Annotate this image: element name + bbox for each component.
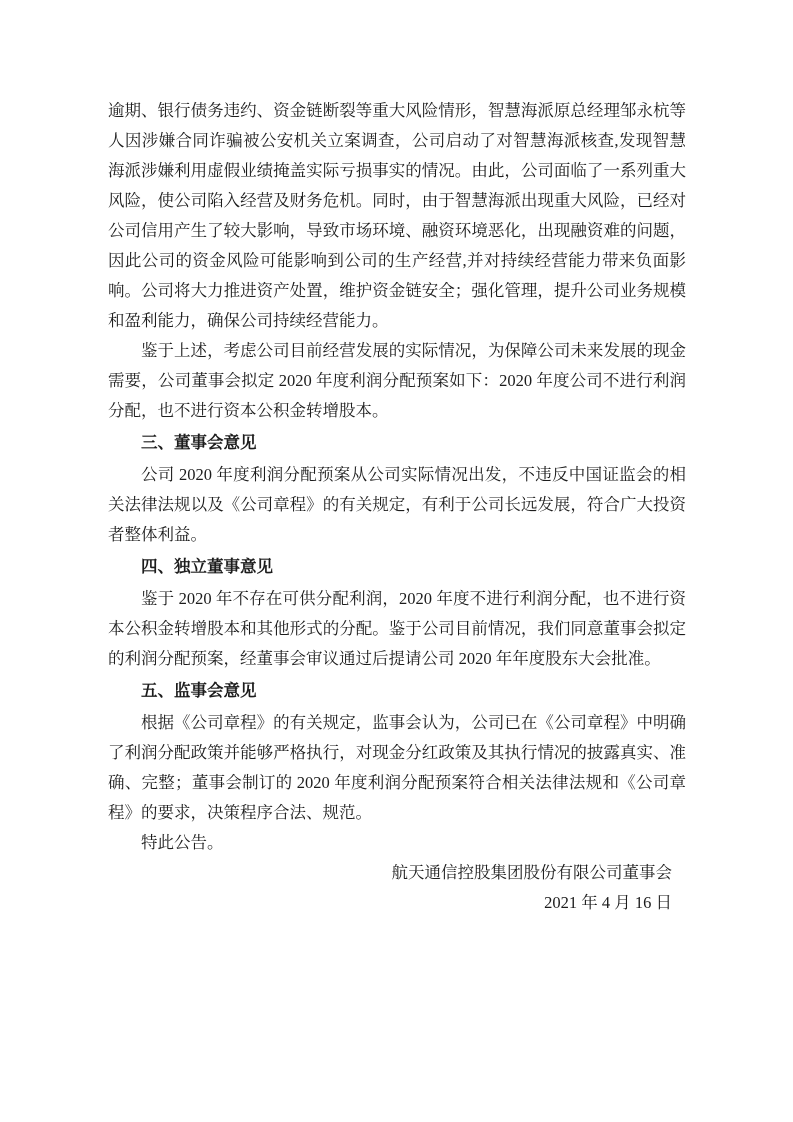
- signature-date: 2021 年 4 月 16 日: [544, 893, 672, 912]
- body-paragraph: 特此公告。: [141, 833, 224, 852]
- body-paragraph: 公司 2020 年度利润分配预案从公司实际情况出发，不违反中国证监会的相关法律法规以及《公司章程》的有关规定，有利于公司长远发展，符合广大投资者整体利益。: [108, 465, 686, 544]
- body-paragraph: 逾期、银行债务违约、资金链断裂等重大风险情形，智慧海派原总经理邹永杭等人因涉嫌合同诈骗被公安机关立案调查，公司启动了对智慧海派核查,发现智慧海派涉嫌利用虚假业绩掩盖实际亏损事实的情况。由此，公司面临了一系列重大风险，使公司陷入经营及财务危机。同时，由于智慧海派出现重大风险，已经对公司信用产生了较大影响，导致市场环境、融资环境恶化，出现融资难的问题，因此公司的资金风险可能影响到公司的生产经营,并对持续经营能力带来负面影响。公司将大力推进资产处置，维护资金链安全；强化管理，提升公司业务规模和盈利能力，确保公司持续经营能力。: [108, 101, 686, 330]
- body-paragraph: 根据《公司章程》的有关规定，监事会认为，公司已在《公司章程》中明确了利润分配政策并能够严格执行，对现金分红政策及其执行情况的披露真实、准确、完整；董事会制订的 2020 年度利润分配预案符合相关法律法规和《公司章程》的要求，决策程序合法、规范。: [108, 713, 686, 822]
- section-heading: 四、独立董事意见: [141, 557, 273, 576]
- section-heading: 五、监事会意见: [141, 681, 257, 700]
- document-body: [108, 96, 686, 918]
- body-paragraph: 鉴于 2020 年不存在可供分配利润，2020 年度不进行利润分配，也不进行资本公积金转增股本和其他形式的分配。鉴于公司目前情况，我们同意董事会拟定的利润分配预案，经董事会审议通过后提请公司 2020 年年度股东大会批准。: [108, 589, 686, 668]
- section-heading: 三、董事会意见: [141, 433, 257, 452]
- body-paragraph: 鉴于上述，考虑公司目前经营发展的实际情况，为保障公司未来发展的现金需要，公司董事会拟定 2020 年度利润分配预案如下：2020 年度公司不进行利润分配，也不进行资本公积金转增股本。: [108, 341, 686, 420]
- signature-company: 航天通信控股集团股份有限公司董事会: [391, 863, 672, 882]
